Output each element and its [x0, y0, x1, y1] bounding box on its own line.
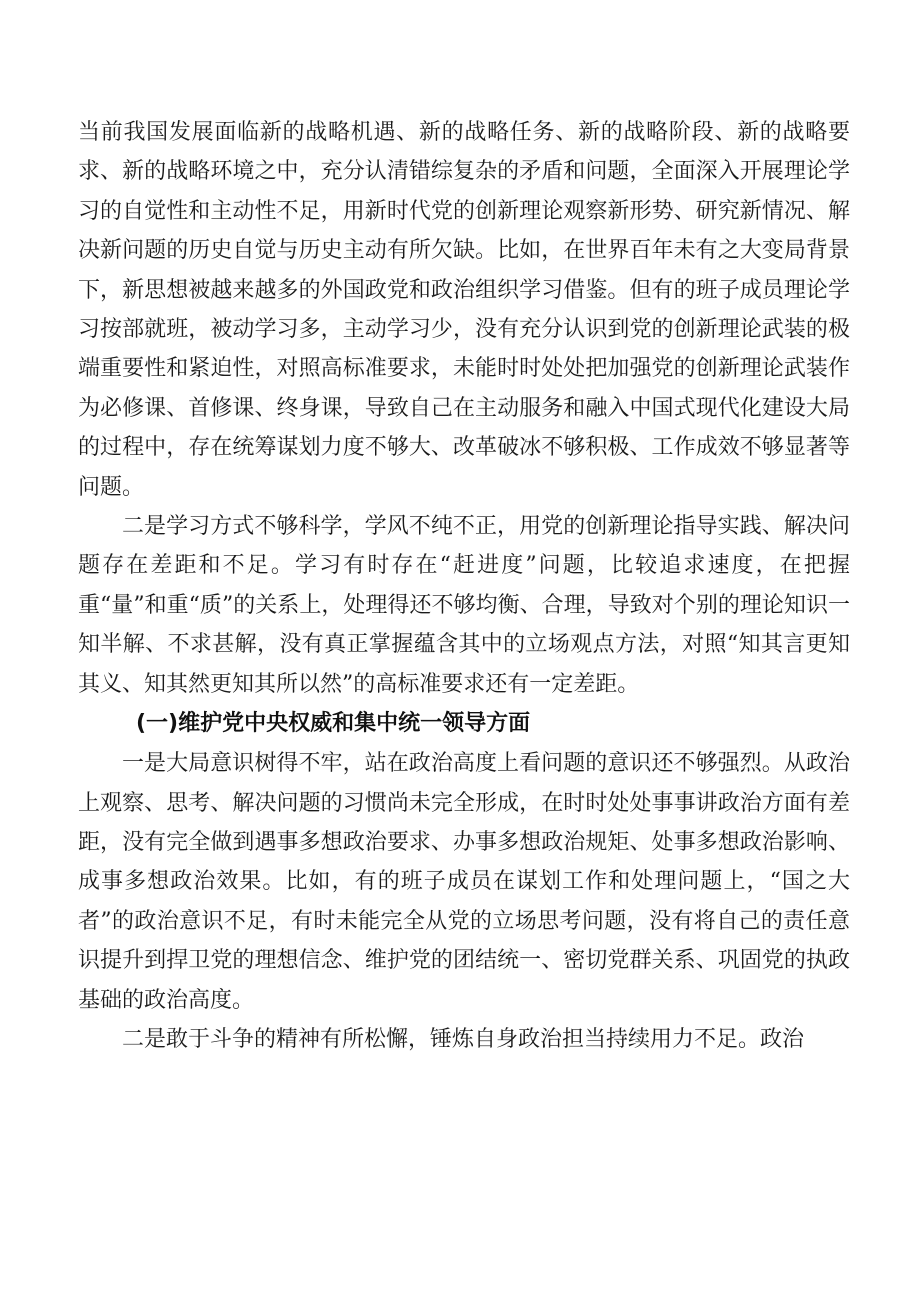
- section-paragraph-point-two: 二是敢于斗争的精神有所松懈，锤炼自身政治担当持续用力不足。政治: [122, 1026, 805, 1052]
- paragraph-continuation: 当前我国发展面临新的战略机遇、新的战略任务、新的战略阶段、新的战略要求、新的战略环境之中，充分认清错综复杂的矛盾和问题，全面深入开展理论学习的自觉性和主动性不足，用新时代党的创新理论观察新形势、研究新情况、解决新问题的历史自觉与历史主动有所欠缺。比如，在世界百年未有之大变局背景下，新思想被越来越多的外国政党和政治组织学习借鉴。但有的班子成员理论学习按部就班，被动学习多，主动学习少，没有充分认识到党的创新理论武装的极端重要性和紧迫性，对照高标准要求，未能时时处处把加强党的创新理论武装作为必修课、首修课、终身课，导致自己在主动服务和融入中国式现代化建设大局的过程中，存在统筹谋划力度不够大、改革破冰不够积极、工作成效不够显著等问题。: [78, 120, 850, 500]
- section-heading: (一)维护党中央权威和集中统一领导方面: [136, 711, 531, 737]
- paragraph-point-two: 二是学习方式不够科学，学风不纯不正，用党的创新理论指导实践、解决问题存在差距和不足。学习有时存在“赶进度”问题，比较追求速度，在把握重“量”和重“质”的关系上，处理得还不够均衡、合理，导致对个别的理论知识一知半解、不求甚解，没有真正掌握蕴含其中的立场观点方法，对照“知其言更知其义、知其然更知其所以然”的高标准要求还有一定差距。: [78, 514, 850, 697]
- section-paragraph-point-one: 一是大局意识树得不牢，站在政治高度上看问题的意识还不够强烈。从政治上观察、思考、解决问题的习惯尚未完全形成，在时时处处事事讲政治方面有差距，没有完全做到遇事多想政治要求、办事多想政治规矩、处事多想政治影响、成事多想政治效果。比如，有的班子成员在谋划工作和处理问题上，“国之大者”的政治意识不足，有时未能完全从党的立场思考问题，没有将自己的责任意识提升到捍卫党的理想信念、维护党的团结统一、密切党群关系、巩固党的执政基础的政治高度。: [78, 751, 850, 1013]
- document-body: [78, 113, 850, 1059]
